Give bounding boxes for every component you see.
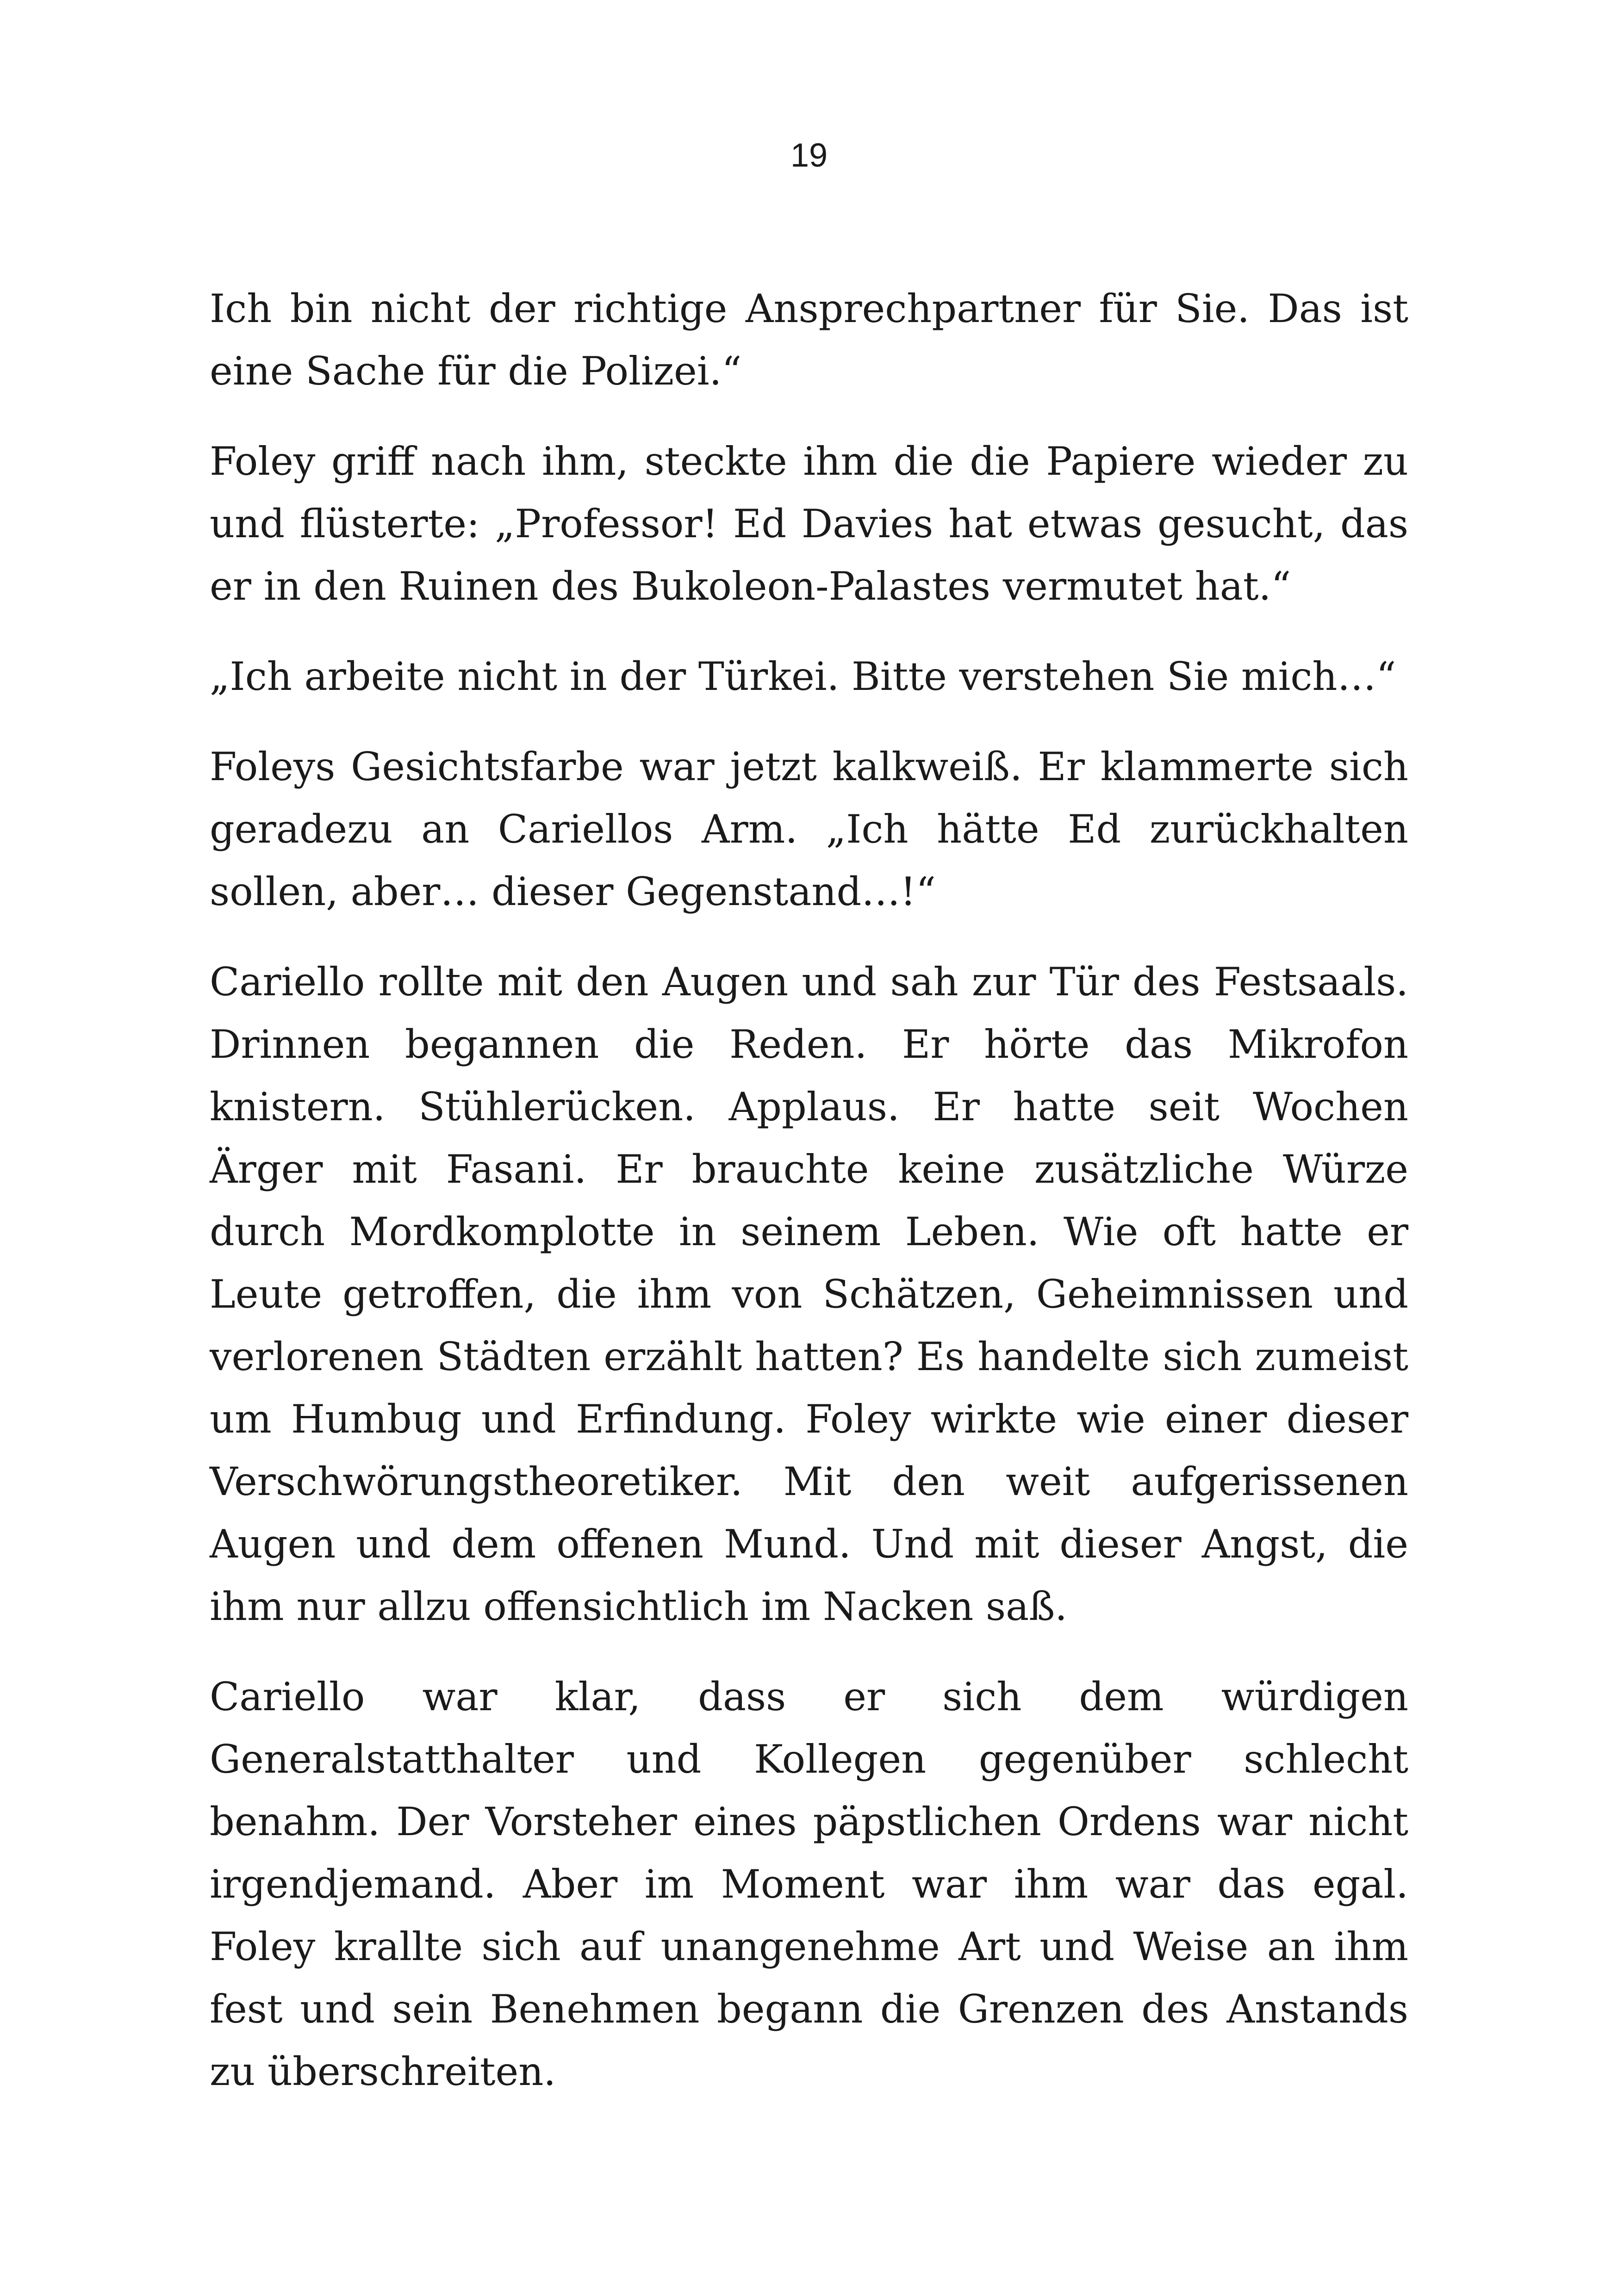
paragraph: Cariello rollte mit den Augen und sah zur Tür des Festsaals. Drinnen begannen die Reden. Er hörte das Mikrofon knistern. Stühlerücken. Applaus. Er hatte seit Wochen Ärger mit Fasani. Er brauchte keine zusätzliche Würze durch Mordkomplotte in seinem Leben. Wie oft hatte er Leute getroffen, die ihm von Schätzen, Geheimnissen und verlorenen Städten erzählt hatten? Es handelte sich zumeist um Humbug und Erfindung. Foley wirkte wie einer dieser Verschwörungstheoretiker. Mit den weit aufgerissenen Augen und dem offenen Mund. Und mit dieser Angst, die ihm nur allzu offensichtlich im Nacken saß.	[210, 959, 1408, 1629]
paragraph: Foleys Gesichtsfarbe war jetzt kalkweiß. Er klammerte sich geradezu an Cariellos Arm. „Ich hätte Ed zurückhalten sollen, aber… dieser Gegenstand…!“	[210, 744, 1408, 914]
text-body	[210, 278, 1408, 2103]
paragraph: „Ich arbeite nicht in der Türkei. Bitte verstehen Sie mich…“	[210, 654, 1396, 699]
paragraph: Ich bin nicht der richtige Ansprechpartner für Sie. Das ist eine Sache für die Polizei.“	[210, 286, 1408, 394]
paragraph: Cariello war klar, dass er sich dem würdigen Generalstatthalter und Kollegen gegenüber schlecht benahm. Der Vorsteher eines päpstlichen Ordens war nicht irgendjemand. Aber im Moment war ihm war das egal. Foley krallte sich auf unangenehme Art und Weise an ihm fest und sein Benehmen begann die Grenzen des Anstands zu überschreiten.	[210, 1674, 1408, 2094]
paragraph: Foley griff nach ihm, steckte ihm die die Papiere wieder zu und flüsterte: „Professor! Ed Davies hat etwas gesucht, das er in den Ruinen des Bukoleon-Palastes vermutet hat.“	[210, 439, 1408, 609]
page-number: 19	[790, 137, 828, 174]
